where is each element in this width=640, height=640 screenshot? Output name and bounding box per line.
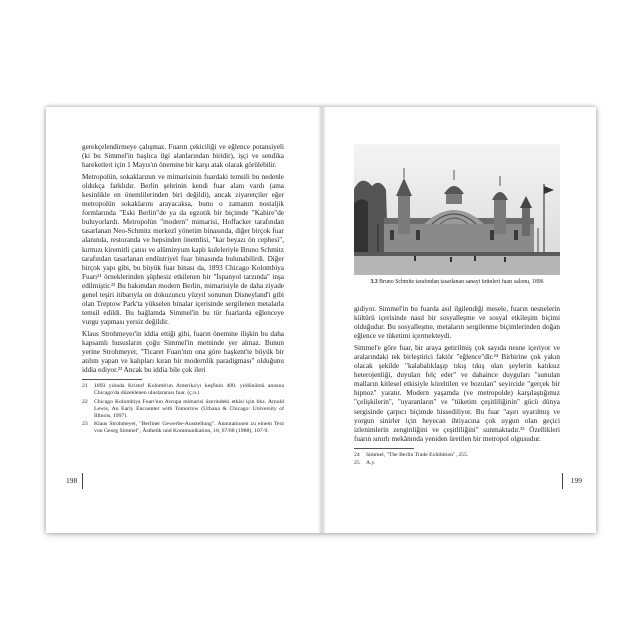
footnote	[354, 452, 560, 459]
page-number-rule	[82, 473, 83, 489]
footnote-rule	[354, 448, 414, 449]
left-page	[46, 107, 320, 533]
paragraph: Simmel'e göre fuar, bir araya getirilmiş çok sayıda nesne içeriyor ve aralarındaki tek birleştirici faktör "eğlence"dir.²⁴ Birbirine çok yakın olacak şekilde "kalabalıklaşıp tıkış tıkış olan şeylerin katıksız heterojenliği, duyuları felç eder" ve dahaince duyguları "sunulan malların kitlesel etkisiyle köreltilen ve bozulan" seyircide "gerçek bir hipnoz" yaratır. Modern yaşamda (ve metropolde) karşılaştığımız "çelişkilerin", "uyaranların" ve "tüketim çeşitliliğinin" gücü dünya sergisinde çarpıcı biçimde hissediliyor. Bu fuar "aşırı uyarılmış ve yorgun sinirler için heyecan ihtiyacına çok uygun olan geçici izlenimlerin zenginliğini ve çeşitliliğini" sunmaktadır.²⁵ Özellikleri fuarın sınırlı mekânında yeniden üretilen bir metropol olgusudur.	[354, 344, 560, 443]
footnote	[354, 460, 560, 467]
caption-number: 3.3	[370, 279, 378, 285]
footnote-text: Chicago Kolombiya Fuarı'nın Avrupa mimarisi üzerindeki etkisi için bkz. Arnold Lewis, An Early Encounter with Tomorrow (Urbana & Chicago: University of Illinois, 1997).	[94, 398, 284, 419]
paragraph: gidiyor. Simmel'in bu fuarda asıl ilgilendiği mesele, fuarın nesnelerin kültürü içerisinde nasıl bir sosyalleşme ve sosyal etkileşim biçimi olduğudur. Bu sosyalleşme, metaların sergilenme biçimlerinden doğan eğlence ve tüketimi içermekteydi.	[354, 305, 560, 341]
photo-illustration	[354, 144, 560, 275]
open-book	[46, 107, 596, 533]
paragraph: Klaus Strohmeyer'in iddia ettiği gibi, fuarın önemine ilişkin bu daha kapsamlı hususların çoğu Simmel'in metninde yer almaz. Bunun yerine Strohmeyer, "Ticaret Fuarı'nın ona göre başkent'te büyük bir atılım yapan ve kalıpları kıran bir modernlik paradigması" olduğunu iddia ediyor.²³ Ancak bu iddia bile çok ileri	[82, 329, 284, 375]
caption-text: Bruno Schmitz tarafından tasarlanan sanayi ürünleri fuarı salonu, 1896	[379, 279, 544, 285]
footnote	[82, 421, 284, 435]
page-number-rule	[562, 473, 563, 489]
photo-caption	[354, 279, 560, 287]
left-text-column	[82, 143, 284, 437]
footnote-text: 1893 yılında Kristof Kolomb'un Amerika'yı keşfinin 400. yıldönümü anısına Chicago'da düzenlenen uluslararası fuar. (ç.n.)	[94, 383, 284, 397]
paragraph: gerekçelendirmeye çalışmaz. Fuarın çekiciliği ve eğlence potansiyeli (ki bu Simmel'in başlıca ilgi alanlarından biridir), işçi ve sendika hareketleri için 1 Mayıs'ın önemine bir karşı atak olarak görülebilir.	[82, 143, 284, 170]
right-page	[322, 107, 596, 533]
footnote-number: 21	[82, 383, 88, 390]
footnote	[82, 383, 284, 397]
footnote-rule	[82, 379, 142, 380]
footnote-number: 24	[354, 451, 360, 458]
footnote-number: 23	[82, 421, 88, 428]
footnote-text: Simmel, "The Berlin Trade Exhibition", 255.	[366, 451, 469, 458]
footnote-text: Klaus Strohmeyer, "Berliner Gewerbe-Ausstellung". Annotationen zu einem Text von Georg Simmel", Ästhetik und Kommunikation, 18, 67/68 (1988), 107-9.	[94, 421, 284, 435]
exhibition-hall-photo	[354, 144, 560, 275]
page-number: 199	[570, 476, 582, 485]
footnote-number: 25	[354, 460, 360, 467]
footnote-number: 22	[82, 398, 88, 405]
footnote-text: A.y.	[366, 460, 376, 467]
right-text-column	[354, 305, 560, 469]
paragraph: Metropolün, sokaklarının ve mimarisinin fuardaki temsili bu nedenle oldukça farklıdır. Berlin şehrinin kendi fuar alanı vardı (ama kesinlikle en önemlilerinden biri değildi), ancak ziyaretçiler eğer metropolün sokaklarını arayacaksa, bunu o zamanın nostaljik formlarında "Eski Berlin"de ya da egzotik bir biçimde "Kahire"de buluyorlardı. Metropolün "modern" mimarisi, Hoffacker tarafından tasarlanan Neo-Schmitz merkezî yönetim binasında, diğer birçok fuar alanında, restoranda ve hepsinden önemlisi, "kar beyazı ön cephesi", kırmızı kiremitli çatısı ve alüminyum kaplı kuleleriyle Bruno Schmitz tarafından tasarlanan endüstriyel fuar binasında bulunabilirdi. Diğer birçok yapı gibi, bu büyük fuar binası da, 1893 Chicago Kolombiya Fuarı²¹ örneklerinden şüphesiz etkilenen bir "İspanyol tarzında" inşa edilmiştir.²² Bu bakımdan modern Berlin, mimarisiyle de daha ziyade genel teşiri itibarıyla on dokuzuncu yüzyıl sonunun Disneyland'i gibi olan Treptow Park'ta yükselen binalar içerisinde sergilenen metalarla temsil edildi. Bu bağlamda Simmel'in bu tür fuarlarda eğlenceye vurgu yapması yersiz değildir.	[82, 173, 284, 326]
footnote	[82, 399, 284, 420]
page-number: 198	[66, 476, 78, 485]
